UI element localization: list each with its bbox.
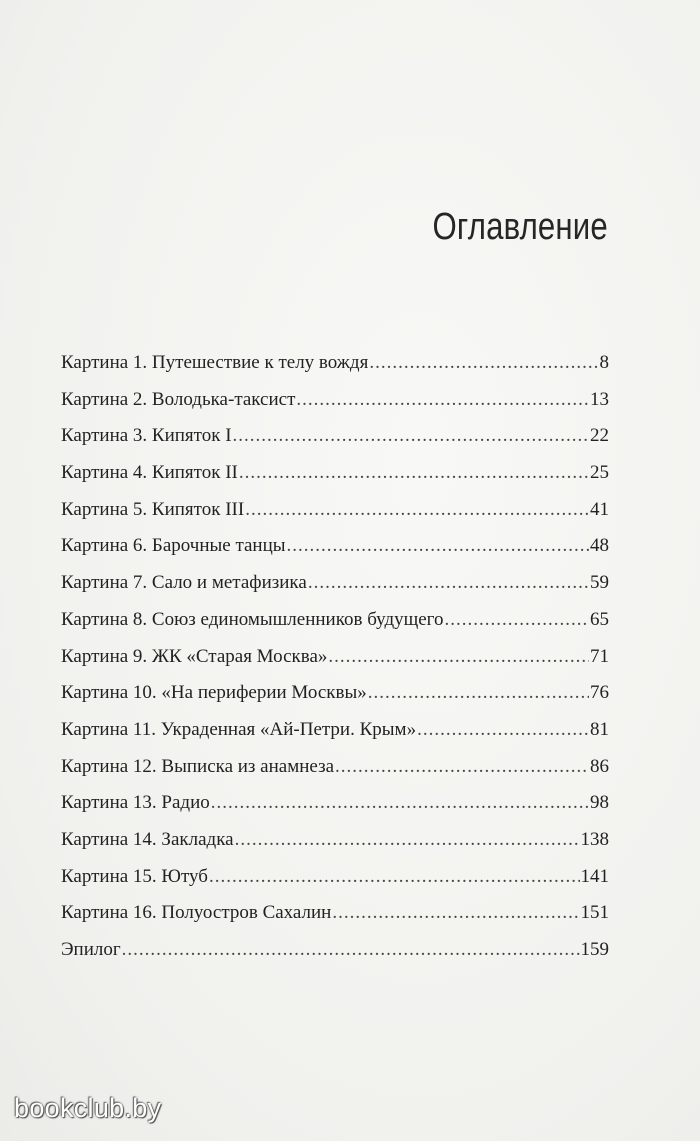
- toc-entry-page-number: 13: [590, 388, 609, 410]
- toc-entry: [61, 535, 609, 572]
- toc-leader-dots: [296, 389, 589, 411]
- toc-entry: [61, 389, 609, 426]
- toc-entry-label: Картина 4. Кипяток II: [61, 462, 238, 484]
- toc-entry-page-number: 98: [590, 792, 609, 814]
- toc-entry: [61, 462, 609, 499]
- toc-entry-page-number: 138: [580, 828, 609, 850]
- toc-entry-page-number: 159: [580, 939, 609, 960]
- toc-leader-dots: [287, 535, 589, 557]
- toc-leader-dots: [417, 719, 589, 741]
- toc-entry-page-number: 41: [590, 498, 609, 520]
- toc-entry: [61, 609, 609, 646]
- toc-entry: [61, 866, 609, 903]
- toc-entry-page-number: 22: [590, 425, 609, 447]
- toc-entry-page-number: 81: [590, 718, 609, 740]
- toc-leader-dots: [369, 352, 598, 374]
- toc-entry-label: Картина 15. Ютуб: [61, 865, 208, 887]
- toc-entry: [61, 682, 609, 719]
- toc-entry-label: Картина 8. Союз единомышленников будущего: [61, 608, 444, 630]
- toc-entry-page-number: 48: [590, 535, 609, 557]
- toc-entry: [61, 499, 609, 536]
- toc-entry-label: Картина 1. Путешествие к телу вождя: [61, 352, 369, 373]
- toc-entry-label: Картина 3. Кипяток I: [61, 425, 232, 447]
- page-title: Оглавление: [432, 206, 608, 248]
- toc-entry: [61, 939, 609, 976]
- toc-leader-dots: [328, 646, 589, 668]
- toc-leader-dots: [233, 425, 589, 447]
- toc-leader-dots: [239, 462, 589, 484]
- toc-entry-page-number: 71: [590, 645, 609, 667]
- toc-entry-label: Картина 2. Володька-таксист: [61, 388, 296, 410]
- toc-leader-dots: [235, 829, 580, 851]
- toc-leader-dots: [445, 609, 590, 631]
- toc-leader-dots: [335, 756, 589, 778]
- toc-leader-dots: [122, 939, 580, 961]
- toc-leader-dots: [332, 902, 579, 924]
- watermark: bookclub.by: [14, 1093, 162, 1123]
- toc-entry: [61, 756, 609, 793]
- toc-entry-label: Картина 16. Полуостров Сахалин: [61, 902, 332, 924]
- toc-leader-dots: [245, 499, 589, 521]
- toc-entry-page-number: 151: [580, 902, 609, 924]
- toc-entry-page-number: 65: [590, 608, 609, 630]
- toc-entry-page-number: 25: [590, 462, 609, 484]
- toc-entry-label: Картина 6. Барочные танцы: [61, 535, 286, 557]
- toc-entry: [61, 902, 609, 939]
- toc-entry-page-number: 141: [580, 865, 609, 887]
- table-of-contents: [61, 352, 609, 976]
- toc-entry-label: Картина 7. Сало и метафизика: [61, 572, 307, 594]
- toc-entry: [61, 829, 609, 866]
- toc-leader-dots: [308, 572, 589, 594]
- toc-entry-label: Картина 12. Выписка из анамнеза: [61, 755, 335, 777]
- toc-entry-label: Эпилог: [61, 939, 121, 960]
- toc-entry: [61, 352, 609, 389]
- toc-entry-page-number: 8: [599, 352, 609, 373]
- toc-entry: [61, 719, 609, 756]
- toc-entry: [61, 572, 609, 609]
- toc-entry-page-number: 86: [590, 755, 609, 777]
- toc-entry-label: Картина 14. Закладка: [61, 828, 234, 850]
- toc-entry-page-number: 76: [590, 682, 609, 704]
- toc-entry: [61, 792, 609, 829]
- toc-leader-dots: [209, 866, 580, 888]
- toc-entry-label: Картина 9. ЖК «Старая Москва»: [61, 645, 328, 667]
- toc-leader-dots: [211, 792, 589, 814]
- toc-entry-label: Картина 10. «На периферии Москвы»: [61, 682, 367, 704]
- toc-entry-label: Картина 11. Украденная «Ай-Петри. Крым»: [61, 718, 417, 740]
- toc-entry-label: Картина 13. Радио: [61, 792, 210, 814]
- toc-entry-page-number: 59: [590, 572, 609, 594]
- toc-entry: [61, 646, 609, 683]
- toc-entry: [61, 425, 609, 462]
- toc-leader-dots: [368, 682, 589, 704]
- toc-entry-label: Картина 5. Кипяток III: [61, 498, 245, 520]
